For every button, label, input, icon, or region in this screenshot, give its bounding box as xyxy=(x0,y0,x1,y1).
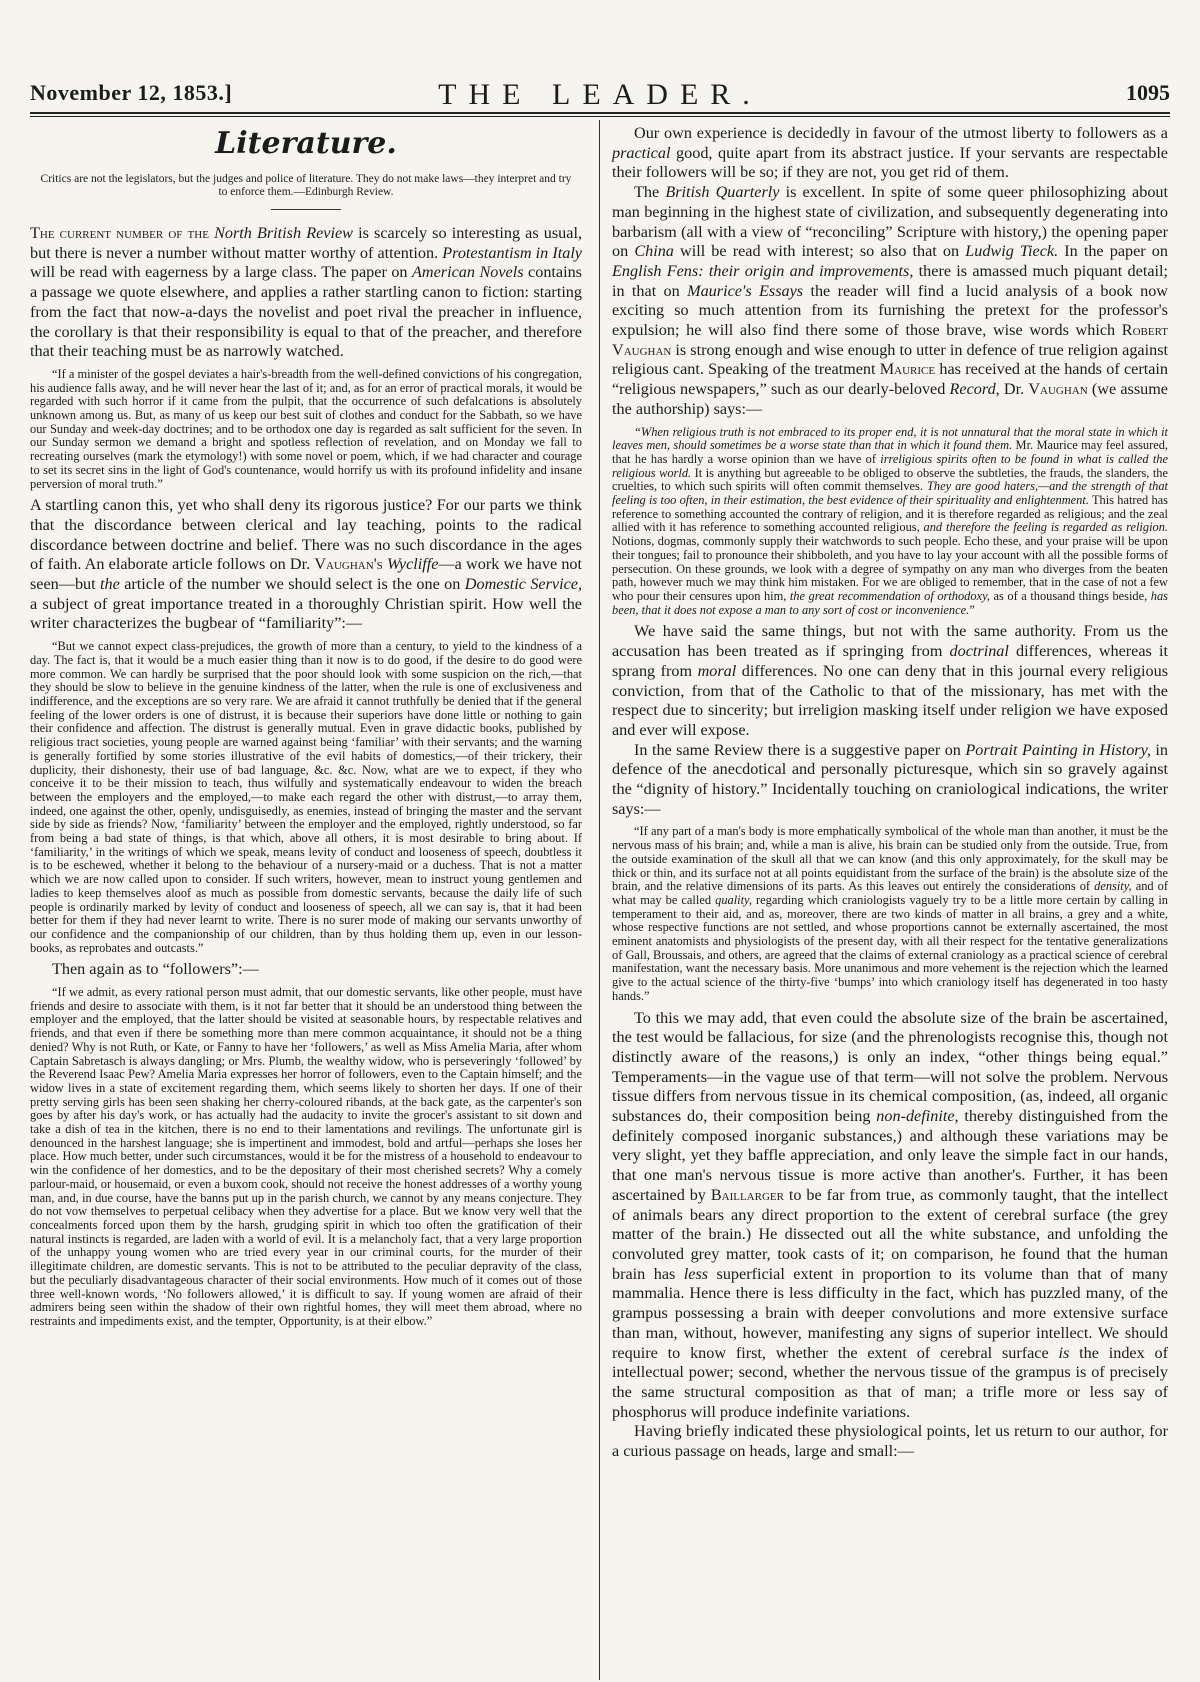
block-quote: “When religious truth is not embraced to its proper end, it is not unnatural that the moral state in which it leaves men, should sometimes be a worse state than that in which it found them. Mr. Maurice may feel assured, that he has hardly a worse opinion than we have of irreligious spirits often to be found in what is called the religious world. It is anything but agreeable to be obliged to observe the subtleties, the frauds, the slanders, the cruelties, to which such spirits will often commit themselves. They are good haters,—and the strength of that feeling is too often, in their estimation, the best evidence of their spirituality and enlightenment. This hatred has reference to something accounted the contrary of religion, and it is therefore regarded as religious; and the zeal allied with it has reference to something accounted religious, and therefore the feeling is regarded as religion. Notions, dogmas, commonly supply their watchwords to such people. Echo these, and your praise will be upon their tongues; fail to pronounce their shibboleth, and you have to lay your account with all the possible forms of persecution. On these grounds, we look with a degree of sympathy on any man who diverges from the beaten path, however much we may think him mistaken. For we are obliged to remember, that in the case of not a few who pour their censures upon him, the great recommendation of orthodoxy, as of a thousand things beside, has been, that it does not expose a man to any sort of cost or inconvenience.” xyxy=(612,424,1169,617)
paragraph: In the same Review there is a suggestive paper on Portrait Painting in History, in defence of the anecdotical and personally picturesque, which sin so gravely against the “dignity of history.” Incidentally touching on craniological indications, the writer says:— xyxy=(612,740,1169,818)
issue-date: November 12, 1853.] xyxy=(30,80,233,105)
paragraph: A startling canon this, yet who shall deny its rigorous justice? For our parts we think that the discordance between clerical and lay teaching, points to the radical discordance between doctrine and belief. There was no such discordance in the ages of faith. An elaborate article follows on Dr. Vaughan's Wycliffe—a work we have not seen—but the article of the number we should select is the one on Domestic Service, a subject of great importance treated in a thoroughly Christian spirit. How well the writer characterizes the bugbear of “familiarity”:— xyxy=(30,496,583,633)
paragraph: To this we may add, that even could the absolute size of the brain be ascertained, the test would be fallacious, for size (and the phrenologists recognise this, though not distinctly aware of the reasons,) is only an index, “other things being equal.” Temperaments—in the vague use of that term—will not solve the problem. Nervous tissue differs from nervous tissue in its chemical composition, (as, indeed, all organic substances do, their composition being non-definite, thereby distinguished from the definitely composed inorganic substances,) and although these variations may be very slight, yet they baffle appreciation, and only leave the simple fact in our hands, that one man's nervous tissue is more active than another's. Further, it has been ascertained by Baillarger to be far from true, as commonly taught, that the intellect of animals bears any direct proportion to the extent of cerebral surface (the grey matter of the brain.) He dissected out all the white substance, and unfolding the convoluted grey matter, took casts of it; on comparison, he found that the human brain has less superficial extent in proportion to its volume than that of many mammalia. Hence there is less difficulty in the fact, which has puzzled many, of the grampus possessing a brain with deeper convolutions and more extensive surface than man, without, however, manifesting any signs of superior intellect. We should require to know first, whether the extent of cerebral surface is the index of intellectual power; second, whether the nervous tissue of the grampus is of precisely the same structural composition as that of man; a trifle more or less say of phosphorus will produce indefinite variations. xyxy=(612,1008,1169,1421)
header-rule xyxy=(30,112,1170,114)
paragraph: The current number of the North British Review is scarcely so interesting as usual, but there is never a number without matter worthy of attention. Protestantism in Italy will be read with eagerness by a large class. The paper on American Novels contains a passage we quote elsewhere, and applies a rather startling canon to fiction: starting from the fact that now-a-days the novelist and poet rival the preacher in influence, the corollary is that their responsibility is equal to that of the preacher, and therefore that their teaching must be as narrowly watched. xyxy=(30,224,583,361)
block-quote: “If any part of a man's body is more emphatically symbolical of the whole man than another, it must be the nervous mass of his brain; and, while a man is alive, his brain can be studied only from the outside. True, from the outside examination of the skull all that we can know (and this only approximately, for the skull may be thick or thin, and its surface not at all points equidistant from the surface of the brain) is the absolute size of the brain, and the relative dimensions of its parts. As this leaves out entirely the considerations of density, and of what may be called quality, regarding which craniologists vaguely try to be a little more certain by calling in temperament to their aid, and as, moreover, there are two kinds of matter in all brains, a grey and a white, whose respective functions are not settled, and whose proportions cannot be externally ascertained, the most eminent anatomists and physiologists of the present day, with all their respect for the tentative generalizations of Gall, Broussais, and others, are agreed that the claims of external craniology as a practical science of cerebral manifestation, want the necessary basis. More unanimous and more vehement is the rejection which the learned give to the actual science of the thirty-five ‘bumps’ into which craniology itself has degenerated in too hasty hands.” xyxy=(612,824,1168,1003)
block-quote: “But we cannot expect class-prejudices, the growth of more than a century, to yield to the kindness of a day. The fact is, that it would be a much easier thing than it now is to do good, if the desire to do good were more common. We can hardly be surprised that the poor should look with some suspicion on the rich,—that they should be slow to believe in the genuine kindness of the latter, when the rule is one of exclusiveness and indifference, and the exceptions are so very rare. We are afraid it cannot truthfully be denied that if the general feeling of the lower orders is one of distrust, it is because their superiors have done little or nothing to gain their confidence and affection. The distrust is generally mutual. Even in grave didactic books, published by religious tract societies, young people are warned against being ‘familiar’ with their servants; and the warning is generally fortified by some stories illustrative of the evil habits of domestics,—of their trickery, their duplicity, their dishonesty, their use of bad language, &c. &c. Now, what are we to expect, if they who conceive it to be their mission to teach, thus wilfully and systematically endeavour to widen the breach between the employers and the employed,—to make each regard the other with distrust,—to array them, indeed, one against the other, openly, undisguisedly, as enemies, instead of bringing the master and the servant side by side as friends? Now, ‘familiarity’ between the employer and the employed, rightly understood, so far from being a bad state of things, is that which, above all others, it is most desirable to bring about. If ‘familiarity,’ in the writings of which we speak, means levity of conduct and looseness of speech, doubtless it is to be eschewed, whether it belong to the behaviour of a nursery-maid or a duchess. That is not a matter which we are now called upon to consider. If such writers, however, mean to instruct young gentlemen and ladies to keep themselves aloof as much as possible from domestic servants, because the daily life of such people is ordinarily marked by levity of conduct and looseness of speech, all we can say is, that it had been better for them if they had never learnt to write. There is no surer mode of making our servants unworthy of our confidence and the companionship of our children, than by thus holding them up, even in our lesson-books, as reprobates and outcasts.” xyxy=(30,639,582,955)
section-title: Literature. xyxy=(215,126,397,161)
page-number: 1095 xyxy=(1126,80,1170,105)
paragraph: Having briefly indicated these physiological points, let us return to our author, for a curious passage on heads, large and small:— xyxy=(612,1422,1168,1461)
block-quote: “If we admit, as every rational person must admit, that our domestic servants, like other people, must have friends and desire to associate with them, is it not far better that it should be an understood thing between the employer and the employed, that the latter should be visited at seasonable hours, by respectable relatives and friends, and that even if there be something more than mere common acquaintance, it should not be a thing denied? Why is not Ruth, or Kate, or Fanny to have her ‘followers,’ as well as Miss Amelia Maria, after whom Captain Sabretasch is always dangling; or Mrs. Plumb, the wealthy widow, who is perseveringly ‘followed’ by the Reverend Isaac Pew? Amelia Maria expresses her horror of followers, even to the Captain himself; and the widow lives in a state of excitement regarding them, which seems likely to shorten her days. If one of their pretty serving girls has been seen shaking her cherry-coloured ribands, at the back gate, as the carpenter's son goes by after his day's work, or has actually had the audacity to invite the grocer's assistant to sit down and take a dish of tea in the kitchen, there is no end to their lamentations and revilings. The unfortunate girl is denounced in the harshest language; she is impertinent and immodest, bold and artful—perhaps she loses her place. How much better, under such circumstances, would it be for the mistress of a household to endeavour to win the confidence of her domestics, and to be the depositary of their most cherished secrets? Why a comely parlour-maid, or housemaid, or even a buxom cook, should not receive the honest addresses of a worthy young man, and, in due course, have the banns put up in the parish church, we cannot by any means conjecture. They do not vow themselves to perpetual celibacy when they advertise for a place. But we know very well that the concealments forced upon them by the harsh, grudging spirit in which too often the gratification of their natural instincts is regarded, are laden with a world of evil. It is a melancholy fact, that a very large proportion of the unhappy young women who are tried every year in our criminal courts, for the murder of their illegitimate children, are domestic servants. This is not to be attributed to the peculiar depravity of the class, but the peculiarly disadvantageous character of their social environments. How much of it comes out of those three well-known words, ‘No followers allowed,’ it is difficult to say. If young women are afraid of their admirers being seen within the shadow of their own rightful homes, they will meet them abroad, where no restraints and impediments exist, and the tempter, Opportunity, is at their elbow.” xyxy=(30,985,582,1328)
paragraph: We have said the same things, but not with the same authority. From us the accusation has been treated as if springing from doctrinal differences, whereas it sprang from moral differences. No one can deny that in this journal every religious conviction, from that of the Catholic to that of the missionary, has met with the respect due to sincerity; but irreligion masking itself under religion we have exposed and ever will expose. xyxy=(612,622,1169,739)
divider xyxy=(271,209,341,210)
paragraph: The British Quarterly is excellent. In spite of some queer philosophizing about man beginning in the highest state of civilization, and subsequently degenerating into barbarism (all with a view of “reconciling” Scripture with history,) the opening paper on China will be read with interest; so also that on Ludwig Tieck. In the paper on English Fens: their origin and improvements, there is amassed much piquant detail; in that on Maurice's Essays the reader will find a lucid analysis of a book now exciting so much attention from its furnishing the pretext for the professor's expulsion; he will also find there some of those brave, wise words which Robert Vaughan is strong enough and wise enough to utter in defence of true religion against religious cant. Speaking of the treatment Maurice has received at the hands of certain “religious newspapers,” such as our dearly-beloved Record, Dr. Vaughan (we assume the authorship) says:— xyxy=(612,183,1169,418)
paragraph: Then again as to “followers”:— xyxy=(52,960,259,979)
paragraph: Our own experience is decidedly in favour of the utmost liberty to followers as a practical good, quite apart from its abstract justice. If your servants are respectable their followers will be so; if they are not, you get rid of them. xyxy=(612,124,1168,182)
left-column xyxy=(30,124,582,1329)
masthead xyxy=(30,80,1170,112)
block-quote: “If a minister of the gospel deviates a hair's-breadth from the well-defined convictions of his congregation, his audience falls away, and he will never hear the last of it; and, as for an error of practical morals, it would be regarded with such horror if it came from the pulpit, that the occurrence of such defalcations is absolutely unknown among us. But, as many of us keep our best suit of clothes and conduct for the Sabbath, so we have our Sunday and week-day doctrines; and to be orthodox one day is regarded as salt sufficient for the seven. In our Sunday sermon we demand a bright and spotless reflection of revelation, and on Monday we fall to recreating ourselves (mark the etymology!) with some novel or poem, which, if we had character and courage to set its secret sins in the light of God's countenance, would horrify us with its profound infidelity and insane perversion of moral truth.” xyxy=(30,366,582,491)
header-rule-thin xyxy=(30,116,1170,117)
column-divider xyxy=(599,120,600,1680)
right-column xyxy=(612,124,1168,1462)
epigraph: Critics are not the legislators, but the judges and police of literature. They do not make laws—they interpret and try to enforce them.—Edinburgh Review. xyxy=(40,173,572,198)
paper-title: THE LEADER. xyxy=(438,78,762,111)
